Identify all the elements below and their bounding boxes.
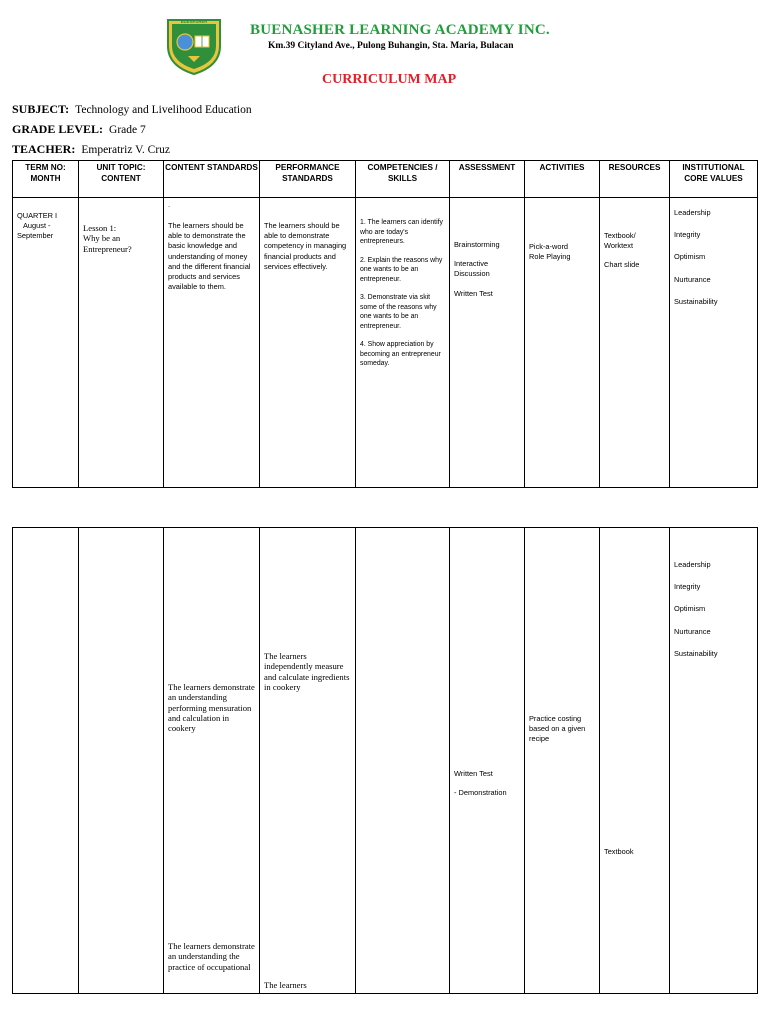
unit-lesson: Lesson 1: — [83, 223, 117, 233]
competency-2: 2. Explain the reasons why one wants to be an entrepreneur. — [360, 256, 443, 283]
term-quarter: QUARTER I — [17, 211, 58, 220]
page-title: CURRICULUM MAP — [322, 72, 457, 87]
competencies-cell — [356, 198, 449, 487]
term-month-start: August - — [23, 221, 51, 231]
activity-2-1: Practice costing based on a given recipe — [529, 714, 586, 744]
activities-cell — [525, 198, 599, 487]
activity-2: Role Playing — [529, 252, 571, 262]
assessment-2-1: Written Test — [454, 769, 493, 778]
col-values-header: INSTITUTIONAL CORE VALUES — [670, 161, 758, 198]
svg-text:BUENASHER: BUENASHER — [180, 19, 208, 24]
performance-standard-text-a: The learners independently measure and calculate ingredients in cookery — [264, 651, 350, 692]
content-standard-cell — [164, 198, 259, 487]
assessment-1: Brainstorming — [454, 240, 500, 249]
col-unit-header: UNIT TOPIC: CONTENT — [79, 161, 164, 198]
value-5: Sustainability — [674, 296, 718, 306]
teacher-line — [12, 142, 170, 157]
performance-standard-text-b: The learners — [264, 980, 307, 990]
assessment-3: Written Test — [454, 288, 493, 298]
resources-cell-2 — [600, 528, 669, 993]
school-address: Km.39 Cityland Ave., Pulong Buhangin, Sta. Maria, Bulacan — [268, 41, 514, 51]
unit-cell-2 — [79, 528, 163, 993]
content-standard-text: The learners should be able to demonstrate the basic knowledge and understanding of money and the different financial products and services available to them. — [168, 221, 251, 292]
grade-line — [12, 122, 146, 137]
content-standard-text-b: The learners demonstrate an understanding the practice of occupational — [168, 941, 255, 972]
resource-2-1: Textbook — [604, 847, 634, 856]
curriculum-table-1 — [12, 160, 758, 488]
resource-2: Chart slide — [604, 260, 640, 270]
col-assessment-header: ASSESSMENT — [450, 161, 525, 198]
col-resources-header: RESOURCES — [600, 161, 670, 198]
performance-standard-cell-2 — [260, 528, 355, 993]
term-cell-2 — [13, 528, 78, 993]
competencies-cell-2 — [356, 528, 449, 993]
curriculum-table-2 — [12, 527, 758, 994]
col-performance-header: PERFORMANCE STANDARDS — [260, 161, 356, 198]
value-1: Leadership — [674, 208, 711, 217]
competency-1: 1. The learners can identify who are today's entrepreneurs. — [360, 219, 443, 246]
globe-icon — [177, 34, 193, 50]
competency-4: 4. Show appreciation by becoming an entrepreneur someday. — [360, 341, 441, 368]
value-2-4: Nurturance — [674, 626, 711, 636]
unit-cell — [79, 198, 163, 487]
activities-cell-2 — [525, 528, 599, 993]
teacher-label: TEACHER: — [12, 142, 76, 156]
subject-label: SUBJECT: — [12, 102, 70, 116]
value-3: Optimism — [674, 252, 706, 262]
performance-standard-cell — [260, 198, 355, 487]
col-content-header: CONTENT STANDARDS — [164, 161, 260, 198]
col-activities-header: ACTIVITIES — [525, 161, 600, 198]
activity-1: Pick-a-word — [529, 242, 569, 251]
assessment-cell — [450, 198, 524, 487]
content-standard-cell-2 — [164, 528, 259, 993]
teacher-value: Emperatriz V. Cruz — [81, 144, 171, 156]
value-2-2: Integrity — [674, 582, 701, 592]
assessment-2-2: - Demonstration — [454, 788, 507, 798]
subject-line — [12, 102, 252, 117]
content-mark: . — [168, 200, 171, 209]
assessment-2: Interactive Discussion — [454, 259, 490, 279]
performance-standard-text: The learners should be able to demonstrate competency in managing financial products and services effectively. — [264, 221, 347, 271]
school-logo — [162, 16, 226, 76]
resources-cell — [600, 198, 669, 487]
grade-value: Grade 7 — [109, 124, 146, 136]
core-values-cell — [670, 198, 757, 487]
resource-1: Textbook/ Worktext — [604, 231, 636, 251]
value-4: Nurturance — [674, 274, 711, 284]
value-2-5: Sustainability — [674, 648, 718, 658]
core-values-cell-2 — [670, 528, 757, 993]
value-2-3: Optimism — [674, 604, 706, 614]
grade-label: GRADE LEVEL: — [12, 122, 104, 136]
term-cell — [13, 198, 78, 487]
unit-topic: Why be an Entrepreneur? — [83, 233, 132, 254]
assessment-cell-2 — [450, 528, 524, 993]
competency-3: 3. Demonstrate via skit some of the reasons why one wants to be an entrepreneur. — [360, 294, 437, 330]
school-name: BUENASHER LEARNING ACADEMY INC. — [250, 22, 550, 38]
value-2: Integrity — [674, 230, 701, 240]
term-month-end: September — [17, 231, 54, 241]
content-standard-text-a: The learners demonstrate an understanding performing mensuration and calculation in cookery — [168, 682, 255, 734]
col-competencies-header: COMPETENCIES / SKILLS — [356, 161, 450, 198]
subject-value: Technology and Livelihood Education — [75, 104, 252, 116]
value-2-1: Leadership — [674, 560, 711, 569]
col-term-header: TERM NO: MONTH — [13, 161, 79, 198]
